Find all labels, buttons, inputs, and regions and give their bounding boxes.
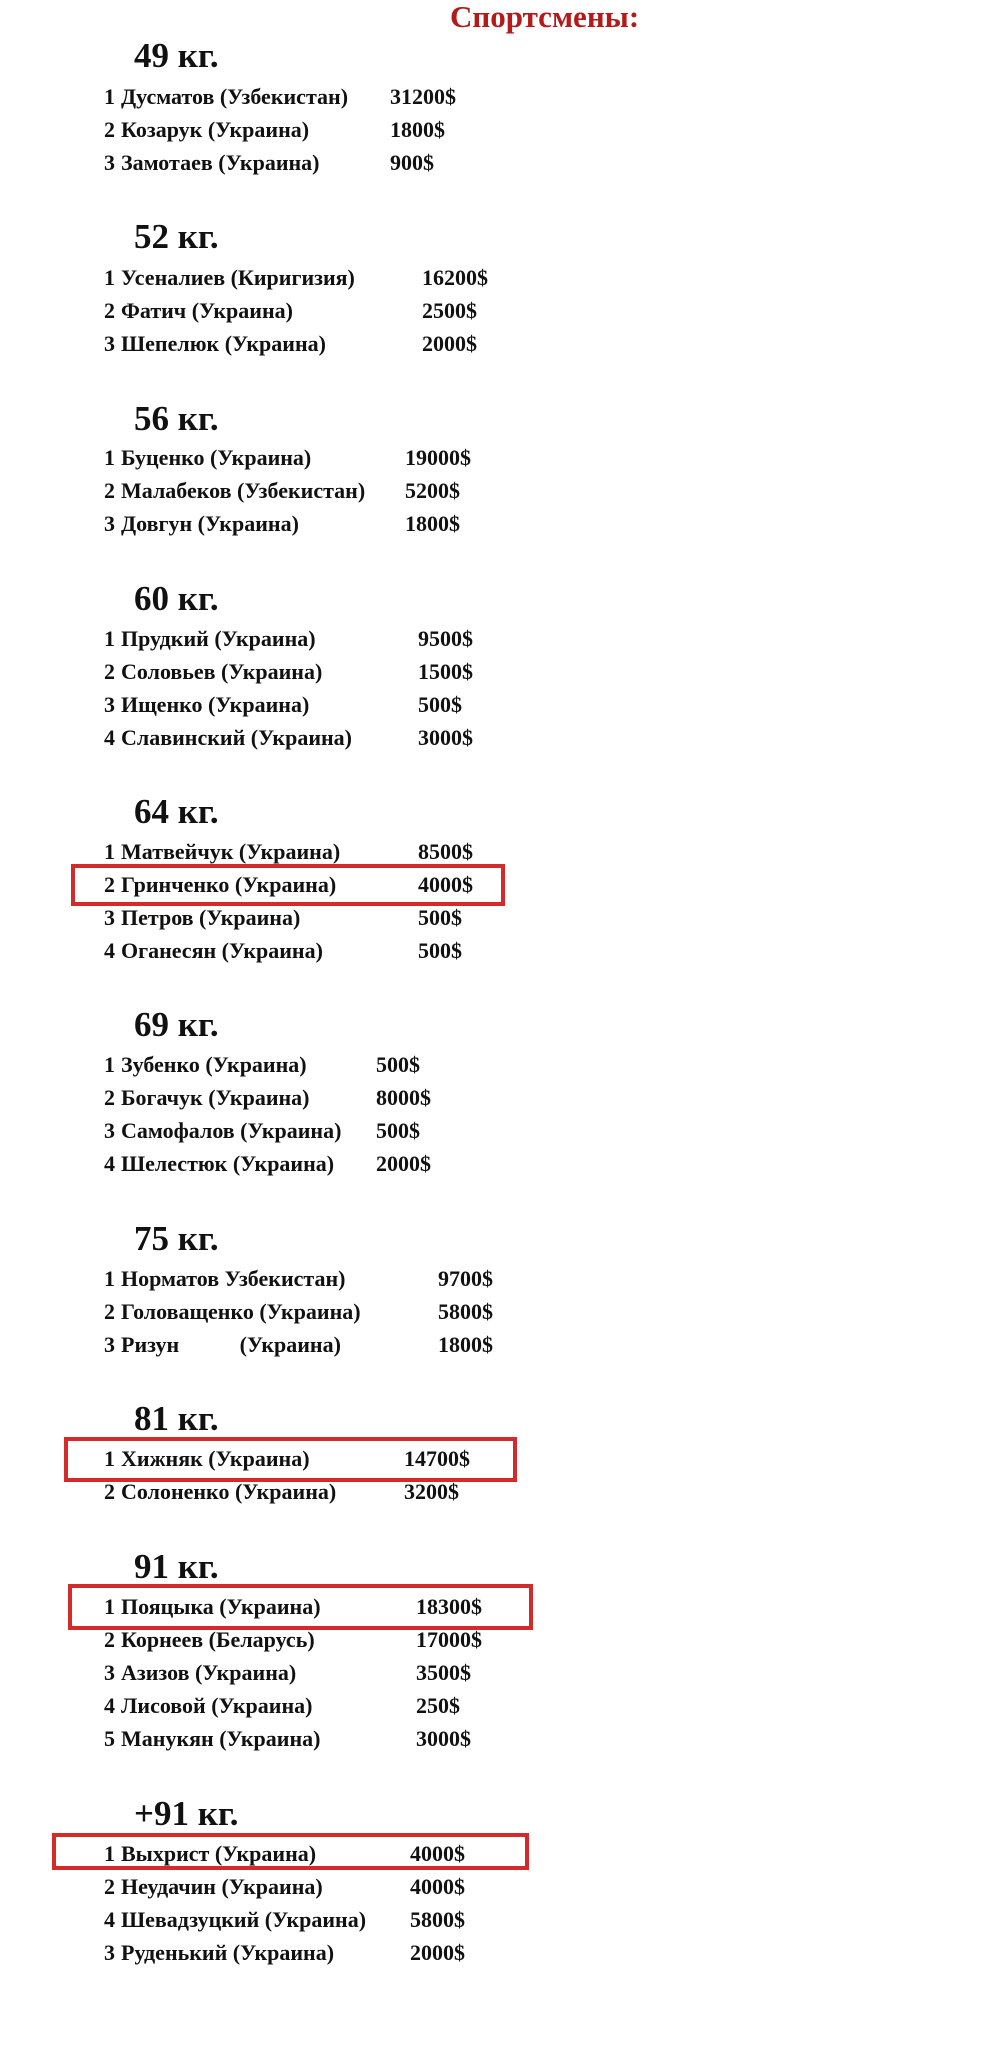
athlete-name: Усеналиев (Киригизия)	[121, 265, 355, 290]
athlete-place: 2	[104, 478, 115, 503]
athlete-place: 2	[104, 298, 115, 323]
athlete-place: 2	[104, 872, 115, 897]
athlete-name: Пояцыка (Украина)	[121, 1594, 321, 1619]
athlete-place: 2	[104, 1085, 115, 1110]
athlete-name: Головащенко (Украина)	[121, 1299, 361, 1324]
athlete-row	[104, 934, 604, 967]
athlete-row	[104, 1722, 604, 1755]
athlete-place: 3	[104, 1118, 115, 1143]
weight-category-heading: 60 кг.	[134, 579, 219, 618]
athlete-place: 1	[104, 445, 115, 470]
prize-amount: 500$	[376, 1052, 420, 1077]
weight-category-heading: 49 кг.	[134, 36, 219, 75]
prize-amount: 8500$	[418, 839, 473, 864]
athlete-place: 3	[104, 511, 115, 536]
athlete-name: Дусматов (Узбекистан)	[121, 84, 349, 109]
prize-amount: 17000$	[416, 1627, 482, 1652]
athlete-place: 1	[104, 626, 115, 651]
athlete-name: Солоненко (Украина)	[121, 1479, 337, 1504]
weight-category-heading: 64 кг.	[134, 792, 219, 831]
athlete-place: 1	[104, 84, 115, 109]
prize-amount: 500$	[418, 938, 462, 963]
athlete-place: 3	[104, 1660, 115, 1685]
athlete-place: 2	[104, 659, 115, 684]
athlete-name: Хижняк (Украина)	[121, 1446, 310, 1471]
athlete-name: Петров (Украина)	[121, 905, 301, 930]
athlete-row	[104, 80, 604, 113]
athlete-name: Норматов Узбекистан)	[121, 1266, 346, 1291]
athlete-name: Оганесян (Украина)	[121, 938, 323, 963]
athlete-name: Богачук (Украина)	[121, 1085, 310, 1110]
prize-amount: 900$	[390, 150, 434, 175]
athlete-name: Козарук (Украина)	[121, 117, 310, 142]
athlete-row	[104, 507, 604, 540]
athlete-row	[104, 688, 604, 721]
athlete-row	[104, 721, 604, 754]
prize-amount: 1800$	[405, 511, 460, 536]
highlight-box	[71, 864, 505, 906]
athlete-place: 5	[104, 1726, 115, 1751]
athlete-name: Малабеков (Узбекистан)	[121, 478, 366, 503]
athlete-row	[104, 1870, 604, 1903]
prize-amount: 3000$	[416, 1726, 471, 1751]
athlete-row	[104, 1936, 604, 1969]
prize-amount: 2000$	[422, 331, 477, 356]
athlete-row	[104, 261, 604, 294]
athlete-place: 1	[104, 1266, 115, 1291]
prize-amount: 1800$	[390, 117, 445, 142]
athlete-name: Азизов (Украина)	[121, 1660, 297, 1685]
athlete-name: Соловьев (Украина)	[121, 659, 323, 684]
athlete-name: Неудачин (Украина)	[121, 1874, 323, 1899]
athlete-place: 1	[104, 1594, 115, 1619]
weight-category-heading: 81 кг.	[134, 1399, 219, 1438]
athlete-place: 1	[104, 1446, 115, 1471]
athlete-place: 1	[104, 839, 115, 864]
athlete-row	[104, 1114, 604, 1147]
athlete-name: Манукян (Украина)	[121, 1726, 321, 1751]
athlete-name: Ищенко (Украина)	[121, 692, 310, 717]
athlete-place: 4	[104, 938, 115, 963]
athlete-name: Шевадзуцкий (Украина)	[121, 1907, 367, 1932]
prize-amount: 250$	[416, 1693, 460, 1718]
prize-amount: 1800$	[438, 1332, 493, 1357]
athlete-name: Самофалов (Украина)	[121, 1118, 342, 1143]
athlete-name: Зубенко (Украина)	[121, 1052, 307, 1077]
athlete-name: Матвейчук (Украина)	[121, 839, 341, 864]
athlete-name: Корнеев (Беларусь)	[121, 1627, 315, 1652]
athlete-place: 2	[104, 1874, 115, 1899]
prize-amount: 9500$	[418, 626, 473, 651]
prize-amount: 500$	[418, 905, 462, 930]
athlete-name: Руденький (Украина)	[121, 1940, 335, 1965]
weight-category-heading: 91 кг.	[134, 1547, 219, 1586]
athlete-place: 2	[104, 1299, 115, 1324]
athlete-name: Буценко (Украина)	[121, 445, 312, 470]
athlete-row	[104, 1623, 604, 1656]
prize-amount: 2000$	[410, 1940, 465, 1965]
prize-amount: 4000$	[418, 872, 473, 897]
athlete-name: Фатич (Украина)	[121, 298, 293, 323]
weight-category-heading: 56 кг.	[134, 399, 219, 438]
prize-amount: 500$	[418, 692, 462, 717]
athlete-row	[104, 655, 604, 688]
athlete-row	[104, 1328, 604, 1361]
athlete-place: 3	[104, 905, 115, 930]
athlete-place: 2	[104, 117, 115, 142]
athlete-name: Выхрист (Украина)	[121, 1841, 317, 1866]
athlete-row	[104, 441, 604, 474]
athlete-place: 3	[104, 150, 115, 175]
weight-category-heading: 75 кг.	[134, 1219, 219, 1258]
athlete-row	[104, 474, 604, 507]
prize-amount: 31200$	[390, 84, 456, 109]
athlete-row	[104, 113, 604, 146]
prize-amount: 3200$	[404, 1479, 459, 1504]
prize-amount: 19000$	[405, 445, 471, 470]
athlete-place: 2	[104, 1627, 115, 1652]
athlete-row	[104, 146, 604, 179]
weight-category-heading: +91 кг.	[134, 1794, 239, 1833]
prize-amount: 5800$	[410, 1907, 465, 1932]
athlete-place: 4	[104, 725, 115, 750]
athlete-place: 3	[104, 1940, 115, 1965]
athlete-place: 2	[104, 1479, 115, 1504]
athlete-name: Шелестюк (Украина)	[121, 1151, 335, 1176]
athlete-place: 4	[104, 1907, 115, 1932]
athlete-row	[104, 1048, 604, 1081]
prize-amount: 5200$	[405, 478, 460, 503]
prize-amount: 3000$	[418, 725, 473, 750]
athlete-place: 1	[104, 265, 115, 290]
athlete-place: 3	[104, 692, 115, 717]
prize-amount: 5800$	[438, 1299, 493, 1324]
prize-amount: 9700$	[438, 1266, 493, 1291]
athlete-name: Ризун (Украина)	[121, 1332, 341, 1357]
athlete-name: Лисовой (Украина)	[121, 1693, 313, 1718]
athlete-place: 4	[104, 1693, 115, 1718]
athlete-row	[104, 1475, 604, 1508]
weight-category-heading: 69 кг.	[134, 1005, 219, 1044]
athlete-place: 3	[104, 331, 115, 356]
page-title: Спортсмены:	[450, 0, 640, 34]
athlete-name: Замотаев (Украина)	[121, 150, 320, 175]
athlete-row	[104, 901, 604, 934]
prize-amount: 4000$	[410, 1874, 465, 1899]
athlete-row	[104, 622, 604, 655]
athlete-row	[104, 1689, 604, 1722]
athlete-place: 3	[104, 1332, 115, 1357]
prize-amount: 18300$	[416, 1594, 482, 1619]
prize-amount: 2000$	[376, 1151, 431, 1176]
athlete-row	[104, 1147, 604, 1180]
prize-amount: 1500$	[418, 659, 473, 684]
prize-amount: 3500$	[416, 1660, 471, 1685]
athlete-name: Прудкий (Украина)	[121, 626, 316, 651]
athlete-place: 1	[104, 1841, 115, 1866]
athlete-row	[104, 1903, 604, 1936]
athlete-row	[104, 294, 604, 327]
athlete-place: 1	[104, 1052, 115, 1077]
athlete-name: Шепелюк (Украина)	[121, 331, 326, 356]
athlete-row	[104, 327, 604, 360]
prize-amount: 16200$	[422, 265, 488, 290]
athlete-place: 4	[104, 1151, 115, 1176]
prize-amount: 14700$	[404, 1446, 470, 1471]
prize-amount: 500$	[376, 1118, 420, 1143]
weight-category-heading: 52 кг.	[134, 217, 219, 256]
athlete-name: Славинский (Украина)	[121, 725, 353, 750]
athlete-row	[104, 1081, 604, 1114]
prize-amount: 4000$	[410, 1841, 465, 1866]
athlete-name: Гринченко (Украина)	[121, 872, 337, 897]
athlete-row	[104, 1656, 604, 1689]
athlete-name: Довгун (Украина)	[121, 511, 299, 536]
highlight-box	[52, 1833, 529, 1870]
athlete-row	[104, 1295, 604, 1328]
prize-amount: 2500$	[422, 298, 477, 323]
athlete-row	[104, 1262, 604, 1295]
prize-amount: 8000$	[376, 1085, 431, 1110]
